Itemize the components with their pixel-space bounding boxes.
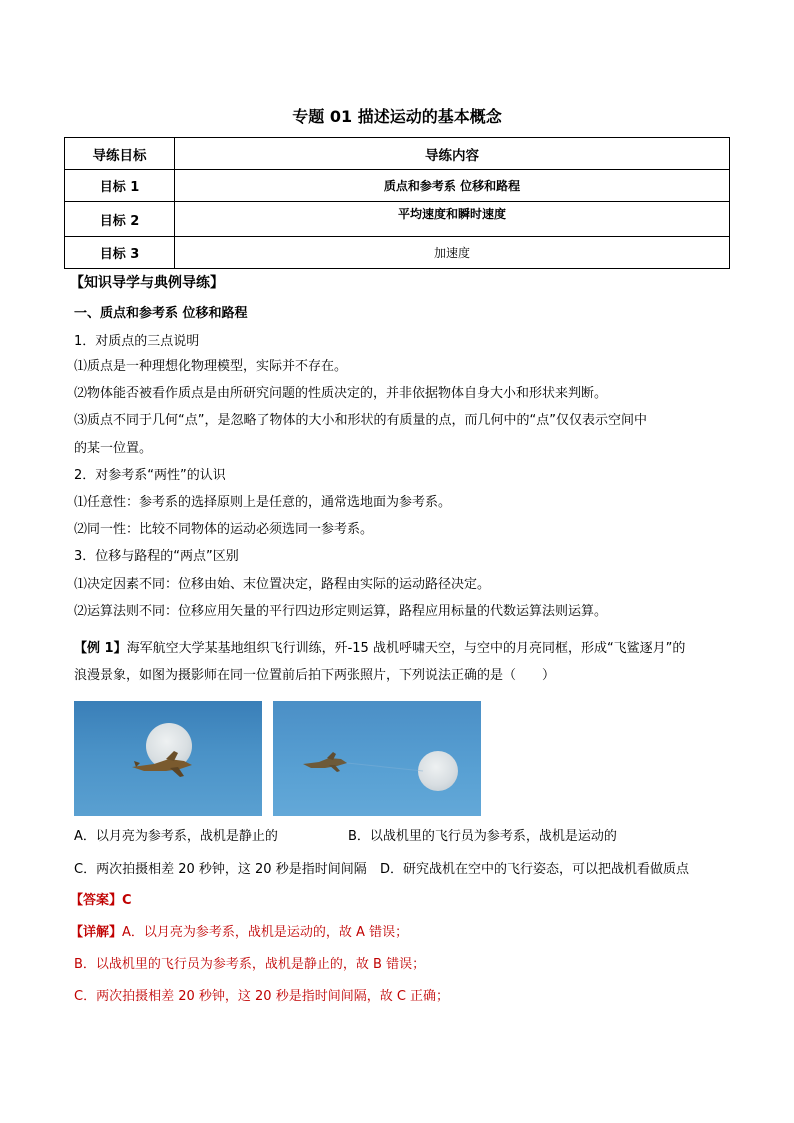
body-line: ⑵同一性：比较不同物体的运动必须选同一参考系。 bbox=[74, 522, 374, 537]
table-cell-content: 平均速度和瞬时速度 bbox=[175, 202, 730, 237]
explanation-line-3: C．两次拍摄相差 20 秒钟，这 20 秒是指时间间隔，故 C 正确； bbox=[74, 989, 450, 1004]
example-question bbox=[74, 640, 685, 658]
table-header-goal: 导练目标 bbox=[65, 138, 175, 170]
sub-title: 一、质点和参考系 位移和路程 bbox=[74, 306, 248, 321]
table-row bbox=[65, 202, 730, 237]
explanation-text-1: A．以月亮为参考系，战机是运动的，故 A 错误； bbox=[122, 925, 409, 940]
goals-table bbox=[64, 137, 730, 269]
body-line: ⑵运算法则不同：位移应用矢量的平行四边形定则运算，路程应用标量的代数运算法则运算。 bbox=[74, 604, 608, 619]
table-cell-goal: 目标 2 bbox=[65, 202, 175, 237]
example-text-1: 海军航空大学某基地组织飞行训练，歼-15 战机呼啸天空，与空中的月亮同框，形成“飞鲨逐月”的 bbox=[126, 641, 686, 656]
body-line: 1．对质点的三点说明 bbox=[74, 334, 200, 349]
body-line: ⑴任意性：参考系的选择原则上是任意的，通常选地面为参考系。 bbox=[74, 495, 452, 510]
explanation-line-1 bbox=[70, 924, 408, 942]
explanation-label: 【详解】 bbox=[70, 925, 123, 940]
photo-fighter-moon-1 bbox=[74, 701, 262, 816]
fighter-jet-icon bbox=[74, 701, 262, 816]
example-tag: 【例 1】 bbox=[74, 641, 127, 656]
table-cell-content: 加速度 bbox=[175, 237, 730, 269]
option-a: A．以月亮为参考系，战机是静止的 bbox=[74, 829, 278, 844]
table-cell-content: 质点和参考系 位移和路程 bbox=[175, 170, 730, 202]
table-row bbox=[65, 237, 730, 269]
table-header-row bbox=[65, 138, 730, 170]
body-line: 3．位移与路程的“两点”区别 bbox=[74, 549, 239, 564]
body-line: ⑴决定因素不同：位移由始、末位置决定，路程由实际的运动路径决定。 bbox=[74, 577, 491, 592]
body-line: ⑴质点是一种理想化物理模型，实际并不存在。 bbox=[74, 359, 348, 374]
table-row bbox=[65, 170, 730, 202]
document-title: 专题 01 描述运动的基本概念 bbox=[292, 107, 502, 126]
answer-value: C bbox=[122, 893, 132, 908]
body-line: ⑵物体能否被看作质点是由所研究问题的性质决定的，并非依据物体自身大小和形状来判断。 bbox=[74, 386, 608, 401]
table-cell-goal: 目标 3 bbox=[65, 237, 175, 269]
option-c: C．两次拍摄相差 20 秒钟，这 20 秒是指时间间隔 bbox=[74, 862, 367, 877]
section-title: 【知识导学与典例导练】 bbox=[70, 275, 224, 291]
fighter-jet-icon bbox=[273, 701, 481, 816]
body-line: 2．对参考系“两性”的认识 bbox=[74, 468, 226, 483]
photo-fighter-moon-2 bbox=[273, 701, 481, 816]
answer-line bbox=[70, 892, 132, 910]
option-d: D．研究战机在空中的飞行姿态，可以把战机看做质点 bbox=[380, 862, 690, 877]
body-line: 的某一位置。 bbox=[74, 441, 153, 456]
explanation-line-2: B．以战机里的飞行员为参考系，战机是静止的，故 B 错误； bbox=[74, 957, 426, 972]
option-b: B．以战机里的飞行员为参考系，战机是运动的 bbox=[348, 829, 617, 844]
table-header-content: 导练内容 bbox=[175, 138, 730, 170]
body-line: ⑶质点不同于几何“点”，是忽略了物体的大小和形状的有质量的点，而几何中的“点”仅仅表示空间中 bbox=[74, 413, 647, 428]
table-cell-goal: 目标 1 bbox=[65, 170, 175, 202]
example-text-2: 浪漫景象，如图为摄影师在同一位置前后拍下两张照片，下列说法正确的是（ ） bbox=[74, 668, 556, 683]
answer-label: 【答案】 bbox=[70, 893, 123, 908]
